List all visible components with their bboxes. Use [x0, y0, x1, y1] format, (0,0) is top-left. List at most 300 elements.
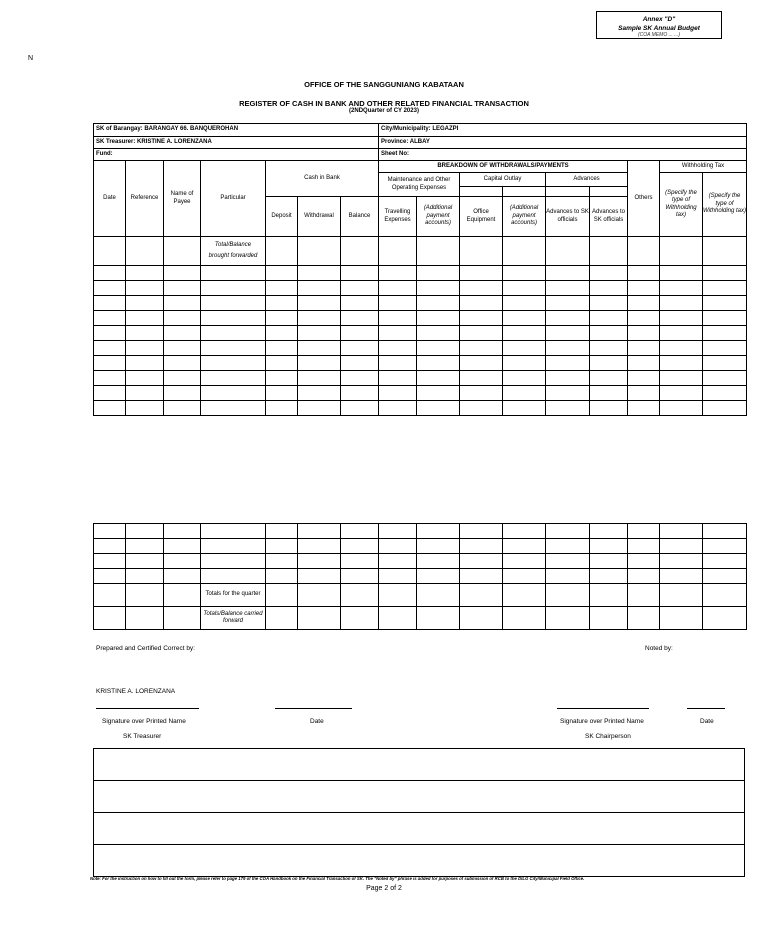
chairperson-signature-label: Signature over Printed Name [560, 718, 644, 725]
barangay-field: SK of Barangay: BARANGAY 66. BANQUEROHAN [94, 124, 379, 137]
table-cell [298, 386, 341, 401]
table-cell [660, 341, 703, 356]
table-cell [660, 371, 703, 386]
table-row [94, 326, 747, 341]
table-cell [660, 539, 703, 554]
col-breakdown: BREAKDOWN OF WITHDRAWALS/PAYMENTS [379, 161, 628, 173]
table-cell [460, 356, 503, 371]
table-row [94, 281, 747, 296]
col-additional-1: (Additional payment accounts) [417, 197, 460, 237]
table-cell [341, 356, 379, 371]
annex-box [596, 11, 722, 39]
table-cell [94, 401, 126, 416]
table-cell [94, 554, 126, 569]
table-cell [628, 371, 660, 386]
table-cell [546, 266, 590, 281]
table-cell [546, 554, 590, 569]
page-number: Page 2 of 2 [366, 885, 402, 892]
table-cell [379, 281, 417, 296]
table-cell [164, 524, 201, 539]
table-cell [126, 539, 164, 554]
table-cell [201, 296, 266, 311]
table-cell [546, 356, 590, 371]
table-cell [703, 386, 747, 401]
chairperson-date-line [687, 708, 725, 709]
table-row [94, 554, 747, 569]
table-cell [417, 341, 460, 356]
table-cell [201, 311, 266, 326]
carried-forward-label: Totals/Balance carried forward [201, 607, 266, 630]
table-cell [660, 281, 703, 296]
table-cell [660, 524, 703, 539]
table-cell [341, 554, 379, 569]
table-cell [660, 356, 703, 371]
table-cell [379, 311, 417, 326]
table-cell [546, 281, 590, 296]
noted-by-label: Noted by: [645, 645, 673, 652]
table-cell [503, 341, 546, 356]
table-cell [460, 281, 503, 296]
table-cell [266, 401, 298, 416]
table-cell [201, 539, 266, 554]
table-cell [590, 401, 628, 416]
table-cell [94, 296, 126, 311]
table-cell [590, 386, 628, 401]
table-cell [126, 554, 164, 569]
col-wt-2: (Specify the type of Withholding tax) [703, 173, 747, 237]
table-cell [126, 341, 164, 356]
table-cell [94, 311, 126, 326]
table-cell [341, 341, 379, 356]
table-cell [503, 539, 546, 554]
table-cell [201, 554, 266, 569]
table-cell [341, 524, 379, 539]
col-travelling: Travelling Expenses [379, 197, 417, 237]
city-field: City/Municipality: LEGAZPI [379, 124, 747, 137]
table-cell [503, 296, 546, 311]
table-cell [546, 401, 590, 416]
table-cell [703, 356, 747, 371]
table-cell [660, 569, 703, 584]
col-capital-outlay: Capital Outlay [460, 173, 546, 187]
table-cell [628, 281, 660, 296]
table-cell [628, 386, 660, 401]
table-cell [164, 296, 201, 311]
treasurer-signature-label: Signature over Printed Name [102, 718, 186, 725]
table-cell [590, 341, 628, 356]
table-cell [164, 326, 201, 341]
table-cell [341, 401, 379, 416]
table-cell [266, 311, 298, 326]
col-cash-in-bank: Cash in Bank [266, 161, 379, 197]
totals-quarter-row [94, 584, 747, 607]
brought-forward-line-2: brought forwarded [208, 253, 258, 259]
table-cell [503, 401, 546, 416]
table-cell [164, 266, 201, 281]
table-cell [417, 356, 460, 371]
col-others: Others [628, 161, 660, 237]
treasurer-role: SK Treasurer [123, 733, 162, 740]
col-office-equipment: Office Equipment [460, 197, 503, 237]
table-cell [201, 356, 266, 371]
table-cell [164, 539, 201, 554]
table-cell [266, 569, 298, 584]
province-field: Province: ALBAY [379, 137, 747, 149]
table-cell [379, 266, 417, 281]
table-cell [590, 296, 628, 311]
table-cell [460, 371, 503, 386]
office-heading: OFFICE OF THE SANGGUNIANG KABATAAN [304, 80, 464, 89]
table-cell [94, 569, 126, 584]
table-cell [126, 266, 164, 281]
table-cell [417, 386, 460, 401]
table-cell [417, 281, 460, 296]
table-cell [417, 311, 460, 326]
table-cell [341, 296, 379, 311]
table-cell [379, 386, 417, 401]
treasurer-signature-line [96, 708, 199, 709]
table-cell [126, 326, 164, 341]
table-row [94, 539, 747, 554]
table-cell [266, 554, 298, 569]
table-cell [590, 326, 628, 341]
table-cell [628, 266, 660, 281]
table-cell [590, 524, 628, 539]
period-label: (2NDQuarter of CY 2023) [349, 108, 419, 114]
treasurer-date-label: Date [310, 718, 324, 725]
table-cell [298, 296, 341, 311]
table-cell [298, 281, 341, 296]
table-cell [628, 326, 660, 341]
table-cell [126, 296, 164, 311]
table-cell [503, 569, 546, 584]
table-cell [417, 569, 460, 584]
table-cell [628, 569, 660, 584]
table-cell [503, 356, 546, 371]
blank-box-2 [93, 780, 745, 813]
treasurer-printed-name: KRISTINE A. LORENZANA [96, 688, 176, 695]
brought-forward-cell [201, 237, 266, 266]
table-cell [660, 401, 703, 416]
table-row [94, 237, 747, 266]
table-cell [417, 371, 460, 386]
table-cell [298, 356, 341, 371]
col-deposit: Deposit [266, 197, 298, 237]
table-cell [201, 401, 266, 416]
table-cell [417, 266, 460, 281]
table-cell [628, 341, 660, 356]
table-cell [341, 569, 379, 584]
col-mooe: Maintenance and Other Operating Expenses [379, 173, 460, 197]
table-cell [201, 386, 266, 401]
chairperson-signature-line [557, 708, 649, 709]
table-cell [703, 569, 747, 584]
table-cell [660, 311, 703, 326]
table-cell [628, 539, 660, 554]
col-reference: Reference [126, 161, 164, 237]
table-row [94, 341, 747, 356]
table-cell [503, 326, 546, 341]
table-cell [94, 356, 126, 371]
table-cell [546, 341, 590, 356]
annex-reference: (COA MEMO ... ...) [637, 32, 681, 38]
table-cell [94, 341, 126, 356]
continuation-table [93, 523, 747, 630]
table-cell [417, 296, 460, 311]
table-cell [703, 341, 747, 356]
table-row [94, 296, 747, 311]
table-cell [94, 326, 126, 341]
col-wt-1: (Specify the type of Withholding tax) [660, 173, 703, 237]
table-cell [546, 326, 590, 341]
table-cell [94, 281, 126, 296]
table-cell [379, 356, 417, 371]
table-cell [94, 524, 126, 539]
col-balance: Balance [341, 197, 379, 237]
table-cell [590, 569, 628, 584]
table-cell [379, 554, 417, 569]
table-cell [379, 524, 417, 539]
table-cell [460, 554, 503, 569]
table-cell [298, 326, 341, 341]
table-row [94, 266, 747, 281]
blank-box-3 [93, 812, 745, 845]
treasurer-field: SK Treasurer: KRISTINE A. LORENZANA [94, 137, 379, 149]
table-cell [379, 371, 417, 386]
table-cell [628, 356, 660, 371]
table-cell [503, 371, 546, 386]
table-cell [417, 524, 460, 539]
table-cell [164, 569, 201, 584]
table-cell [546, 371, 590, 386]
table-cell [546, 296, 590, 311]
table-cell [703, 371, 747, 386]
table-cell [590, 281, 628, 296]
table-cell [201, 266, 266, 281]
col-advances: Advances [546, 173, 628, 187]
table-cell [298, 401, 341, 416]
table-cell [298, 539, 341, 554]
table-cell [379, 341, 417, 356]
col-advances-sk-2: Advances to SK officials [590, 197, 628, 237]
table-cell [379, 296, 417, 311]
table-cell [417, 401, 460, 416]
table-cell [460, 569, 503, 584]
table-cell [460, 266, 503, 281]
col-withdrawal: Withdrawal [298, 197, 341, 237]
table-cell [590, 266, 628, 281]
table-cell [660, 554, 703, 569]
table-cell [126, 356, 164, 371]
table-cell [266, 539, 298, 554]
table-cell [94, 386, 126, 401]
table-row [94, 524, 747, 539]
document-title: REGISTER OF CASH IN BANK AND OTHER RELATED FINANCIAL TRANSACTION [239, 99, 529, 108]
table-cell [703, 311, 747, 326]
chairperson-role: SK Chairperson [585, 733, 631, 740]
table-cell [201, 341, 266, 356]
table-cell [460, 311, 503, 326]
blank-box-4 [93, 844, 745, 877]
table-cell [266, 356, 298, 371]
table-cell [590, 311, 628, 326]
table-cell [298, 569, 341, 584]
table-cell [503, 266, 546, 281]
table-cell [164, 386, 201, 401]
table-cell [460, 341, 503, 356]
table-cell [703, 554, 747, 569]
table-cell [590, 371, 628, 386]
table-cell [590, 539, 628, 554]
table-cell [503, 524, 546, 539]
table-cell [660, 266, 703, 281]
table-cell [417, 326, 460, 341]
table-cell [94, 539, 126, 554]
table-cell [266, 326, 298, 341]
table-cell [298, 554, 341, 569]
table-cell [590, 554, 628, 569]
table-cell [94, 371, 126, 386]
table-cell [703, 266, 747, 281]
table-cell [266, 371, 298, 386]
table-cell [460, 539, 503, 554]
table-cell [298, 371, 341, 386]
table-cell [503, 554, 546, 569]
table-cell [628, 401, 660, 416]
prepared-by-label: Prepared and Certified Correct by: [96, 645, 195, 652]
table-cell [379, 401, 417, 416]
footnote: Note: For the instruction on how to fill out the form, please refer to page 179 of the COA Handbook on the Financial Transaction of SK. The "Noted by" phrase is added for purposes of submission of RCB to the DILG City/Municipal Field Office. [90, 876, 585, 881]
table-cell [628, 554, 660, 569]
table-cell [460, 386, 503, 401]
table-cell [460, 326, 503, 341]
table-cell [546, 539, 590, 554]
table-cell [341, 326, 379, 341]
table-cell [660, 296, 703, 311]
table-cell [266, 524, 298, 539]
register-table [93, 123, 747, 416]
table-cell [126, 524, 164, 539]
table-cell [628, 296, 660, 311]
table-cell [546, 386, 590, 401]
table-cell [266, 281, 298, 296]
table-cell [164, 554, 201, 569]
table-cell [341, 266, 379, 281]
table-cell [703, 401, 747, 416]
table-cell [379, 569, 417, 584]
table-cell [703, 281, 747, 296]
table-cell [164, 311, 201, 326]
table-cell [660, 326, 703, 341]
table-cell [341, 371, 379, 386]
table-row [94, 569, 747, 584]
table-cell [417, 554, 460, 569]
table-cell [266, 266, 298, 281]
table-row [94, 311, 747, 326]
table-cell [417, 539, 460, 554]
col-particular: Particular [201, 161, 266, 237]
table-cell [298, 341, 341, 356]
table-cell [266, 296, 298, 311]
table-cell [298, 311, 341, 326]
table-cell [460, 401, 503, 416]
table-row [94, 386, 747, 401]
table-cell [341, 311, 379, 326]
table-cell [126, 401, 164, 416]
table-row [94, 356, 747, 371]
table-cell [703, 524, 747, 539]
col-additional-2: (Additional payment accounts) [503, 197, 546, 237]
table-cell [341, 386, 379, 401]
table-cell [126, 371, 164, 386]
table-cell [546, 311, 590, 326]
table-cell [628, 524, 660, 539]
brought-forward-line-1: Total/Balance [214, 241, 252, 248]
table-cell [298, 266, 341, 281]
table-cell [703, 326, 747, 341]
annex-subtitle: Sample SK Annual Budget [618, 25, 700, 32]
table-cell [460, 524, 503, 539]
table-cell [660, 386, 703, 401]
table-cell [164, 356, 201, 371]
table-cell [201, 524, 266, 539]
table-cell [503, 386, 546, 401]
table-cell [201, 371, 266, 386]
table-cell [201, 326, 266, 341]
page-marker: N [28, 55, 34, 62]
col-payee: Name of Payee [164, 161, 201, 237]
col-date: Date [94, 161, 126, 237]
sheet-field: Sheet No: [379, 149, 747, 161]
table-cell [201, 281, 266, 296]
col-withholding-tax: Withholding Tax [660, 161, 747, 173]
table-cell [546, 524, 590, 539]
annex-label: Annex "D" [642, 16, 676, 23]
table-cell [546, 569, 590, 584]
table-row [94, 401, 747, 416]
table-cell [503, 311, 546, 326]
col-advances-sk: Advances to SK officials [546, 197, 590, 237]
table-row [94, 371, 747, 386]
table-cell [126, 569, 164, 584]
table-cell [266, 386, 298, 401]
table-cell [703, 539, 747, 554]
table-cell [298, 524, 341, 539]
table-cell [379, 326, 417, 341]
fund-field: Fund: [94, 149, 379, 161]
table-cell [201, 569, 266, 584]
blank-box-1 [93, 748, 745, 781]
table-cell [590, 356, 628, 371]
table-cell [164, 401, 201, 416]
carried-forward-row [94, 607, 747, 630]
table-cell [341, 539, 379, 554]
table-cell [164, 341, 201, 356]
table-cell [341, 281, 379, 296]
table-cell [460, 296, 503, 311]
chairperson-date-label: Date [700, 718, 714, 725]
table-cell [379, 539, 417, 554]
table-cell [703, 296, 747, 311]
totals-quarter-label: Totals for the quarter [201, 584, 266, 607]
table-cell [503, 281, 546, 296]
table-cell [126, 281, 164, 296]
table-cell [126, 311, 164, 326]
table-cell [628, 311, 660, 326]
table-cell [94, 266, 126, 281]
treasurer-date-line [275, 708, 352, 709]
table-cell [164, 281, 201, 296]
